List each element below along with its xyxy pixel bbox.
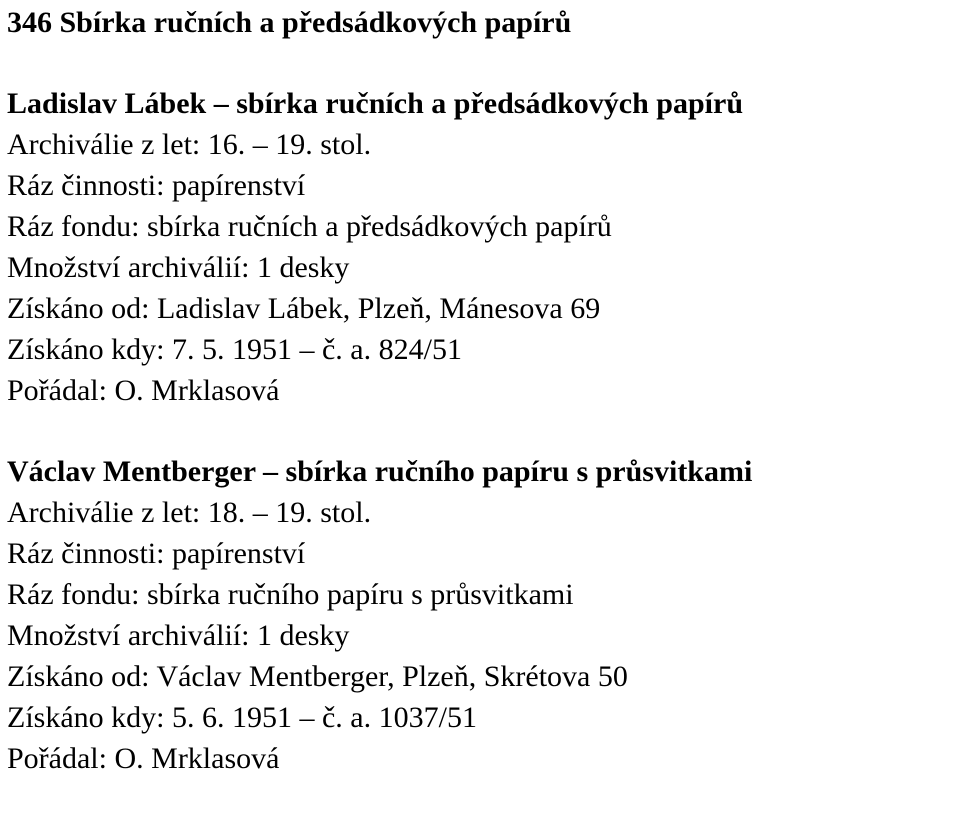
field-arranged-by: Pořádal: O. Mrklasová <box>7 742 280 775</box>
field-acquired-when: Získáno kdy: 7. 5. 1951 – č. a. 824/51 <box>7 333 462 366</box>
field-activity-type: Ráz činnosti: papírenství <box>7 169 306 202</box>
field-acquired-from: Získáno od: Václav Mentberger, Plzeň, Skrétova 50 <box>7 660 628 693</box>
field-archive-years: Archiválie z let: 18. – 19. stol. <box>7 496 372 529</box>
field-quantity: Množství archiválií: 1 desky <box>7 619 350 652</box>
record-title: Václav Mentberger – sbírka ručního papíru s průsvitkami <box>7 455 753 488</box>
field-quantity: Množství archiválií: 1 desky <box>7 251 350 284</box>
field-arranged-by: Pořádal: O. Mrklasová <box>7 374 280 407</box>
document-title: 346 Sbírka ručních a předsádkových papírů <box>7 6 572 39</box>
field-acquired-from: Získáno od: Ladislav Lábek, Plzeň, Mánesova 69 <box>7 292 601 325</box>
archive-record-mentberger <box>7 452 957 779</box>
field-fond-type: Ráz fondu: sbírka ručního papíru s průsvitkami <box>7 578 574 611</box>
archive-record-labek <box>7 84 957 411</box>
field-fond-type: Ráz fondu: sbírka ručních a předsádkových papírů <box>7 210 612 243</box>
record-fields <box>7 124 957 411</box>
field-activity-type: Ráz činnosti: papírenství <box>7 537 306 570</box>
field-archive-years: Archiválie z let: 16. – 19. stol. <box>7 128 372 161</box>
record-fields <box>7 492 957 779</box>
field-acquired-when: Získáno kdy: 5. 6. 1951 – č. a. 1037/51 <box>7 701 477 734</box>
record-title: Ladislav Lábek – sbírka ručních a předsádkových papírů <box>7 87 744 120</box>
document-page <box>7 0 957 779</box>
